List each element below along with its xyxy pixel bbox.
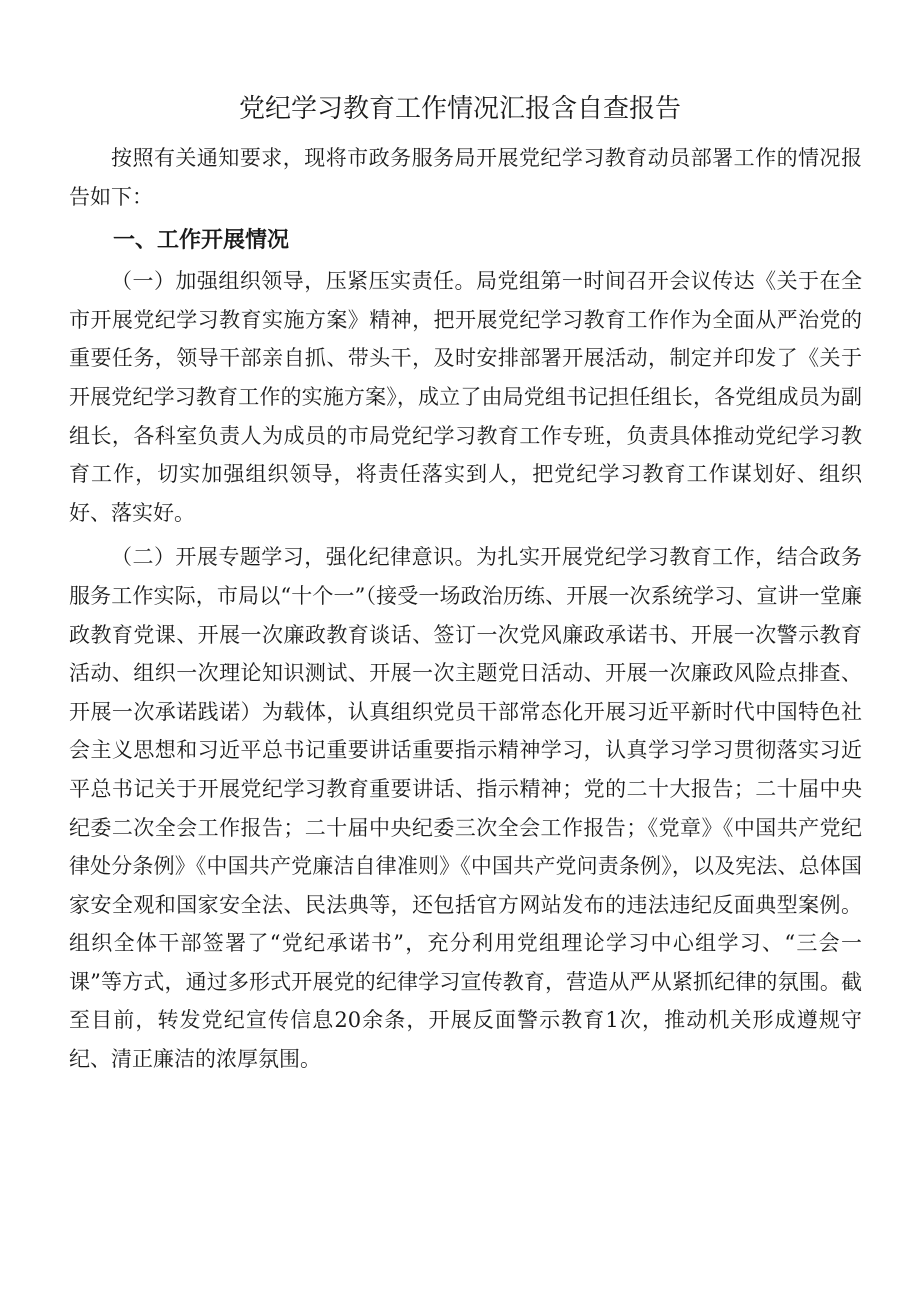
document-body xyxy=(69,139,862,1079)
document-title: 党纪学习教育工作情况汇报含自查报告 xyxy=(238,94,681,124)
body-paragraph: （二）开展专题学习，强化纪律意识。为扎实开展党纪学习教育工作，结合政务服务工作实际，市局以“十个一”（接受一场政治历练、开展一次系统学习、宣讲一堂廉政教育党课、开展一次廉政教育谈话、签订一次党风廉政承诺书、开展一次警示教育活动、组织一次理论知识测试、开展一次主题党日活动、开展一次廉政风险点排查、开展一次承诺践诺）为载体，认真组织党员干部常态化开展习近平新时代中国特色社会主义思想和习近平总书记重要讲话重要指示精神学习，认真学习学习贯彻落实习近平总书记关于开展党纪学习教育重要讲话、指示精神；党的二十大报告；二十届中央纪委二次全会工作报告；二十届中央纪委三次全会工作报告；《党章》《中国共产党纪律处分条例》《中国共产党廉洁自律准则》《中国共产党问责条例》，以及宪法、总体国家安全观和国家安全法、民法典等，还包括官方网站发布的违法违纪反面典型案例。组织全体干部签署了“党纪承诺书”，充分利用党组理论学习中心组学习、“三会一课”等方式，通过多形式开展党的纪律学习宣传教育，营造从严从紧抓纪律的氛围。截至目前，转发党纪宣传信息20余条，开展反面警示教育1次，推动机关形成遵规守纪、清正廉洁的浓厚氛围。 xyxy=(69,545,862,1072)
body-paragraph: （一）加强组织领导，压紧压实责任。局党组第一时间召开会议传达《关于在全市开展党纪学习教育实施方案》精神，把开展党纪学习教育工作作为全面从严治党的重要任务，领导干部亲自抓、带头干，及时安排部署开展活动，制定并印发了《关于开展党纪学习教育工作的实施方案》，成立了由局党组书记担任组长，各党组成员为副组长，各科室负责人为成员的市局党纪学习教育工作专班，负责具体推动党纪学习教育工作，切实加强组织领导，将责任落实到人，把党纪学习教育工作谋划好、组织好、落实好。 xyxy=(69,269,862,525)
intro-paragraph: 按照有关通知要求，现将市政务服务局开展党纪学习教育动员部署工作的情况报告如下： xyxy=(69,146,862,209)
section-heading: 一、工作开展情况 xyxy=(113,228,290,254)
